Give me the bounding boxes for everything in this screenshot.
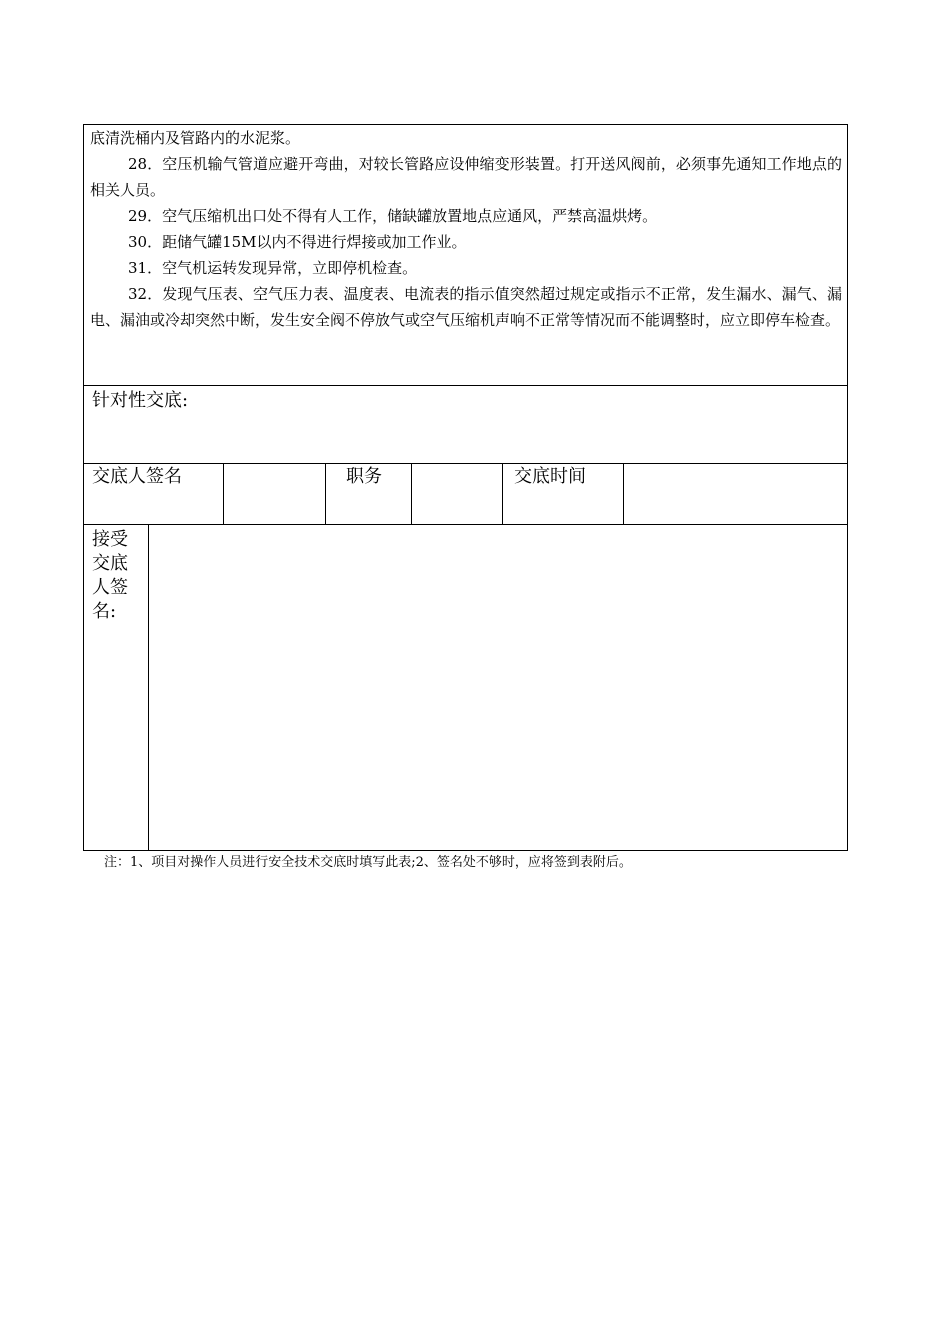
signer-label: 交底人签名	[92, 466, 182, 487]
receiver-label-cell	[84, 524, 148, 850]
cell-divider	[223, 463, 224, 524]
cell-divider	[148, 524, 149, 850]
rule-line: 32．发现气压表、空气压力表、温度表、电流表的指示值突然超过规定或指示不正常，发生漏水、漏气、漏电、漏油或冷却突然中断，发生安全阀不停放气或空气压缩机声响不正常等情况而不能调整时，应立即停车检查。	[90, 285, 842, 329]
disclosure-form	[83, 124, 848, 851]
cell-divider	[411, 463, 412, 524]
row-divider	[84, 463, 847, 464]
rule-line: 底清洗桶内及管路内的水泥浆。	[90, 129, 301, 147]
row-divider	[84, 524, 847, 525]
cell-divider	[325, 463, 326, 524]
rule-line: 30．距储气罐15M以内不得进行焊接或加工作业。	[128, 233, 467, 251]
rule-line: 31．空气机运转发现异常，立即停机检查。	[128, 259, 418, 277]
row-divider	[84, 385, 847, 386]
targeted-disclosure-label: 针对性交底:	[92, 390, 189, 411]
position-label: 职务	[346, 466, 382, 487]
rule-line: 28．空压机输气管道应避开弯曲，对较长管路应设伸缩变形装置。打开送风阀前，必须事先通知工作地点的相关人员。	[90, 155, 842, 199]
cell-divider	[502, 463, 503, 524]
footnote: 注：1、项目对操作人员进行安全技术交底时填写此表;2、签名处不够时，应将签到表附后。	[104, 855, 632, 870]
receiver-signature-label: 接受交底人签名:	[92, 529, 128, 622]
disclosure-time-label: 交底时间	[514, 466, 586, 487]
cell-divider	[623, 463, 624, 524]
rule-line: 29．空气压缩机出口处不得有人工作，储缺罐放置地点应通风，严禁高温烘烤。	[128, 207, 658, 225]
rules-section	[90, 125, 842, 333]
